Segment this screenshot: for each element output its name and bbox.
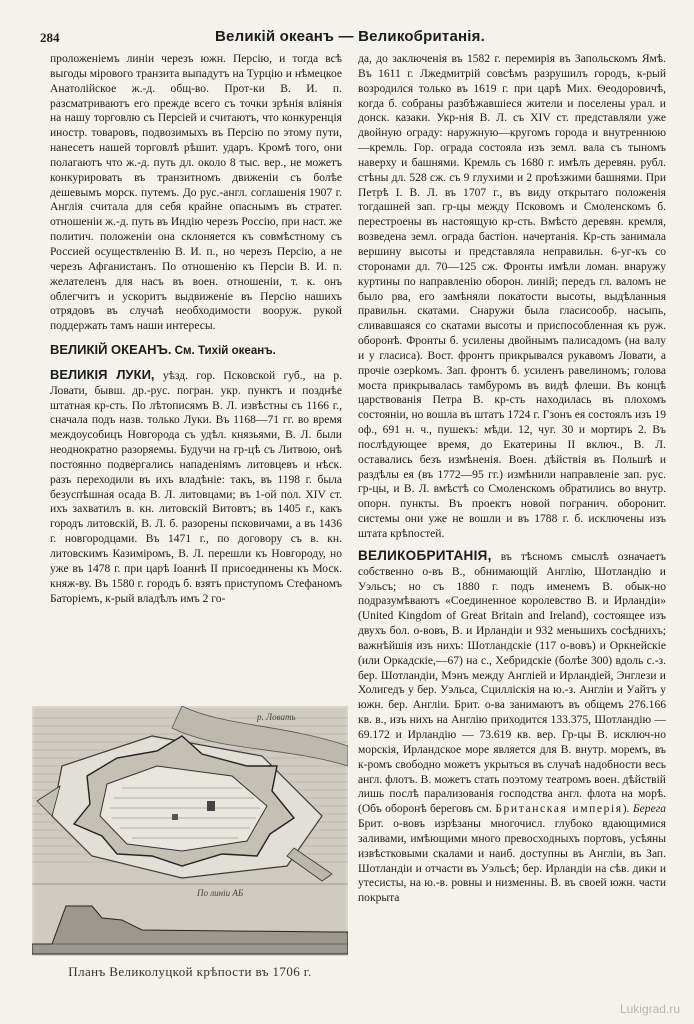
- fortress-plan-figure: [32, 706, 348, 994]
- page-header: [40, 22, 660, 48]
- entry-heading-luki: ВЕЛИКІЯ ЛУКИ,: [50, 366, 155, 382]
- right-column: [358, 52, 666, 906]
- entry-okean-reference: См. Тихій океанъ.: [171, 345, 276, 358]
- entry-britain-text-2: ).: [622, 803, 633, 816]
- figure-caption: Планъ Великолуцкой крѣпости въ 1706 г.: [68, 964, 312, 979]
- entry-heading-britain: ВЕЛИКОБРИТАНІЯ,: [358, 547, 492, 563]
- entry-velikobritaniya: [358, 549, 666, 906]
- running-title: Великій океанъ — Великобританія.: [215, 28, 485, 45]
- section-label: По линіи АБ: [197, 888, 244, 898]
- paragraph-railway: проложеніемъ линіи черезъ южн. Персію, и тогда всѣ выгоды мірового транзита выпадутъ на Турцію и нѣмецкое Анатолійское ж.-д. общ-во. Прот-ки В. И. п. разсматриваютъ его прежде всего съ точки зрѣнія вліянія на нашу торговлю съ Персіей и считаютъ, что конкуренція иностр. товаровъ, подвозимыхъ въ Персію по этому пути, нанесетъ нашей торговлѣ рѣшит. ударъ. Кромѣ того, они полагаютъ что ж.-д. путь дл. около 8 тыс. вер., не можетъ конкурировать въ транзитномъ движеніи съ болѣе дешевымъ морск. путемъ. До рус.-англ. соглашенія 1907 г. Англія считала для себя крайне опаснымъ въ стратег. отношеніи ж.-д. путь въ Индію черезъ Россію, при наст. же политич. положеніи она склоняется къ совмѣстному съ Россией осуществленію В. И. п., но черезъ Персію, а не черезъ Афганистанъ. По отношенію къ Персіи В. И. п. желателенъ для насъ въ воен. отношеніи, т. к. онъ облегчитъ и ускоритъ выдвиженіе въ Персію нашихъ отрядовъ въ случаѣ необходимости вооруж. рукой поддержать тамъ наши интересы.: [50, 53, 342, 333]
- entry-britain-text-1: въ тѣсномъ смыслѣ означаетъ собственно о-въ В., обнимающій Англію, Шотландію и Уэльсъ; но съ 1880 г. подъ именемъ В. обык-но подразумѣваютъ «Соединенное королевство В. и Ирландіи» (United Kingdom of Great Britain and Ireland), состоящее изъ двухъ бол. о-вовъ, В. и Ирландіи и 932 меньшихъ сосѣднихъ; важнѣйшія изъ нихъ: Шотландскіе (117 о-вовъ) и Оркнейскіе (или Оркадскіе,—67) на с., Хебридскіе (болѣе 300) вдоль с.-з. бер. Шотландіи, Мэнъ между Англіей и Ирландіей, Энглези и Холигедъ у бер. Уэльса, Сцилліскія на ю.-з. Англіи и Уайтъ у южн. бер. Англіи. Брит. о-ва занимаютъ въ общемъ 276.166 кв. в., изъ нихъ на Англію приходится 133.375, Шотландію — 69.172 и Ирландію — 73.619 кв. вер. Гр-цы В. исключ-но морскія, Ирландское море является для В. внутр. моремъ, въ к-ромъ свободно можетъ укрыться въ случаѣ надобности весь англ. флотъ. В. можетъ стать поэтому театромъ воен. дѣйствій лишь послѣ парализованія господства англ. флота на морѣ. (Объ оборонѣ береговъ см.: [358, 550, 666, 816]
- entry-velikiy-okean: [50, 343, 342, 359]
- entry-britain-italic: Берега: [632, 803, 666, 816]
- entry-luki-text: уѣзд. гор. Псковской губ., на р. Ловати, бывш. др.-рус. погран. укр. пунктъ и позднѣе штатная кр-сть. По лѣтописямъ В. Л. извѣстны съ 1166 г., сначала подъ назв. только Луки. Въ 1168—71 гг. во время междоусобицъ Новгорода съ удѣл. князьями, В. Л. были неоднократно разоряемы. Будучи на гр-цѣ съ Литвою, онѣ постоянно подвергались нападеніямъ литовцевъ и нѣск. разъ переходили въ ихъ владѣніе: такъ, въ 1198 г. была безуспѣшная осада В. Л. литовцами; въ 1-ой пол. XIV ст. ихъ захватилъ в. кн. литовскій Витовтъ; въ 1405 г., какъ городъ литовскій, В. Л. б. разорены псковичами, а въ 1436 г. новгородцами. Въ 1471 г., по договору съ в. кн. литовскимъ Казиміромъ, В. Л. перешли къ Новгороду, но уже въ 1478 г. при царѣ Іоаннѣ II присоединены къ Моск. княж-ву. Въ 1580 г. городъ б. взятъ приступомъ Стефаномъ Баторіемъ, к-рый владѣлъ имъ 2 го-: [50, 369, 343, 605]
- entry-britain-text-3: Брит. о-вовъ изрѣзаны многочисл. глубоко вдающимися заливами, имѣющими много превосходныхъ портовъ, усѣяны извѣстковыми скалами и наиб. доступны въ Англіи, въ Зап. Шотландіи и отчасти въ Уэльсѣ; бер. Ирландіи на сѣв. дики и утесисты, на ю.-в. ровны и низменны. В. въ своей южн. части покрыта: [358, 818, 666, 905]
- entry-britain-crossref: Британская имперія: [495, 803, 623, 816]
- watermark: Lukigrad.ru: [619, 1002, 680, 1016]
- paragraph-luki-continued: да, до заключенія въ 1582 г. перемирія въ Запольскомъ Ямѣ. Въ 1611 г. Лжедмитрій совсѣмъ разрушилъ городъ, к-рый возродился только въ 1619 г. при царѣ Мих. Ѳеодоровичѣ, когда б. собраны разбѣжавшіеся жители и поселены урал. и донск. казаки. Укр-нія В. Л. съ XIV ст. представляли уже двойную ограду: наружную—кругомъ города и внутреннюю—кремль. Гор. ограда состояла изъ земл. вала съ тыномъ наверху и башнями. Кремль съ 1680 г. имѣлъ деревян. рубл. стѣны дл. 528 сж. съ 9 глухими и 2 проѣзжими башнями. При Петрѣ I. В. Л. въ 1707 г., въ виду открытаго положенія тогдашней зап. гр-цы между Псковомъ и Смоленскомъ б. перестроены въ настоящую кр-сть. Вмѣсто деревян. кремля, возведена земл. ограда бастіон. начертанія. Кр-сть занимала вершину высоты и представляла неправильн. 6-уг-къ со сторонами дл. 70—125 сж. Фронты имѣли ломан. внаружу куртины по направленію оборон. линій; передъ гл. валомъ не было рва, его замѣняли покатости высоты, выдѣланныя правильн. скатами. Снаружи была гласисообр. насыпь, сливавшаяся со скатами высоты и приспособленная къ руж. оборонѣ. Фронты б. усилены двойнымъ палисадомъ (на валу и у гласиса). Вост. фронтъ прикрывался рукавомъ Ловати, а прочіе озерkомъ. Зап. фронтъ б. усиленъ равелиномъ; голова моста прикрывалась тамбуромъ въ видѣ флеши. Въ концѣ царствованія Петра В. кр-сть находилась въ плохомъ состояніи, но вошла въ штатъ 1724 г. Гзонъ ея состоялъ изъ 19 оф., 691 н. ч., пушекъ: мѣди. 12, чуг. 30 и мортиръ 2. Въ послѣдующее время, до Екатерины II включ., В. Л. оставались безъ измѣненія. Воен. дѣйствія въ Польшѣ и раздѣлы ея (въ 1772—95 гг.) измѣнили направленіе зап. рус. гр-цы, и В. Л. вмѣстѣ со Смоленскомъ обратились во внутр. опорн. пункты. Въ проектъ новой погранич. оборонит. системы они уже не вошли и въ 1788 г. б. исключены изъ штата крѣпостей.: [358, 53, 666, 540]
- page-number: 284: [40, 30, 60, 45]
- river-label: р. Ловать: [257, 712, 296, 722]
- entry-velikiya-luki: [50, 368, 342, 607]
- fortress-plan-engraving: [32, 706, 348, 956]
- left-column: [50, 52, 342, 606]
- entry-heading-okean: ВЕЛИКІЙ ОКЕАНЪ.: [50, 342, 172, 358]
